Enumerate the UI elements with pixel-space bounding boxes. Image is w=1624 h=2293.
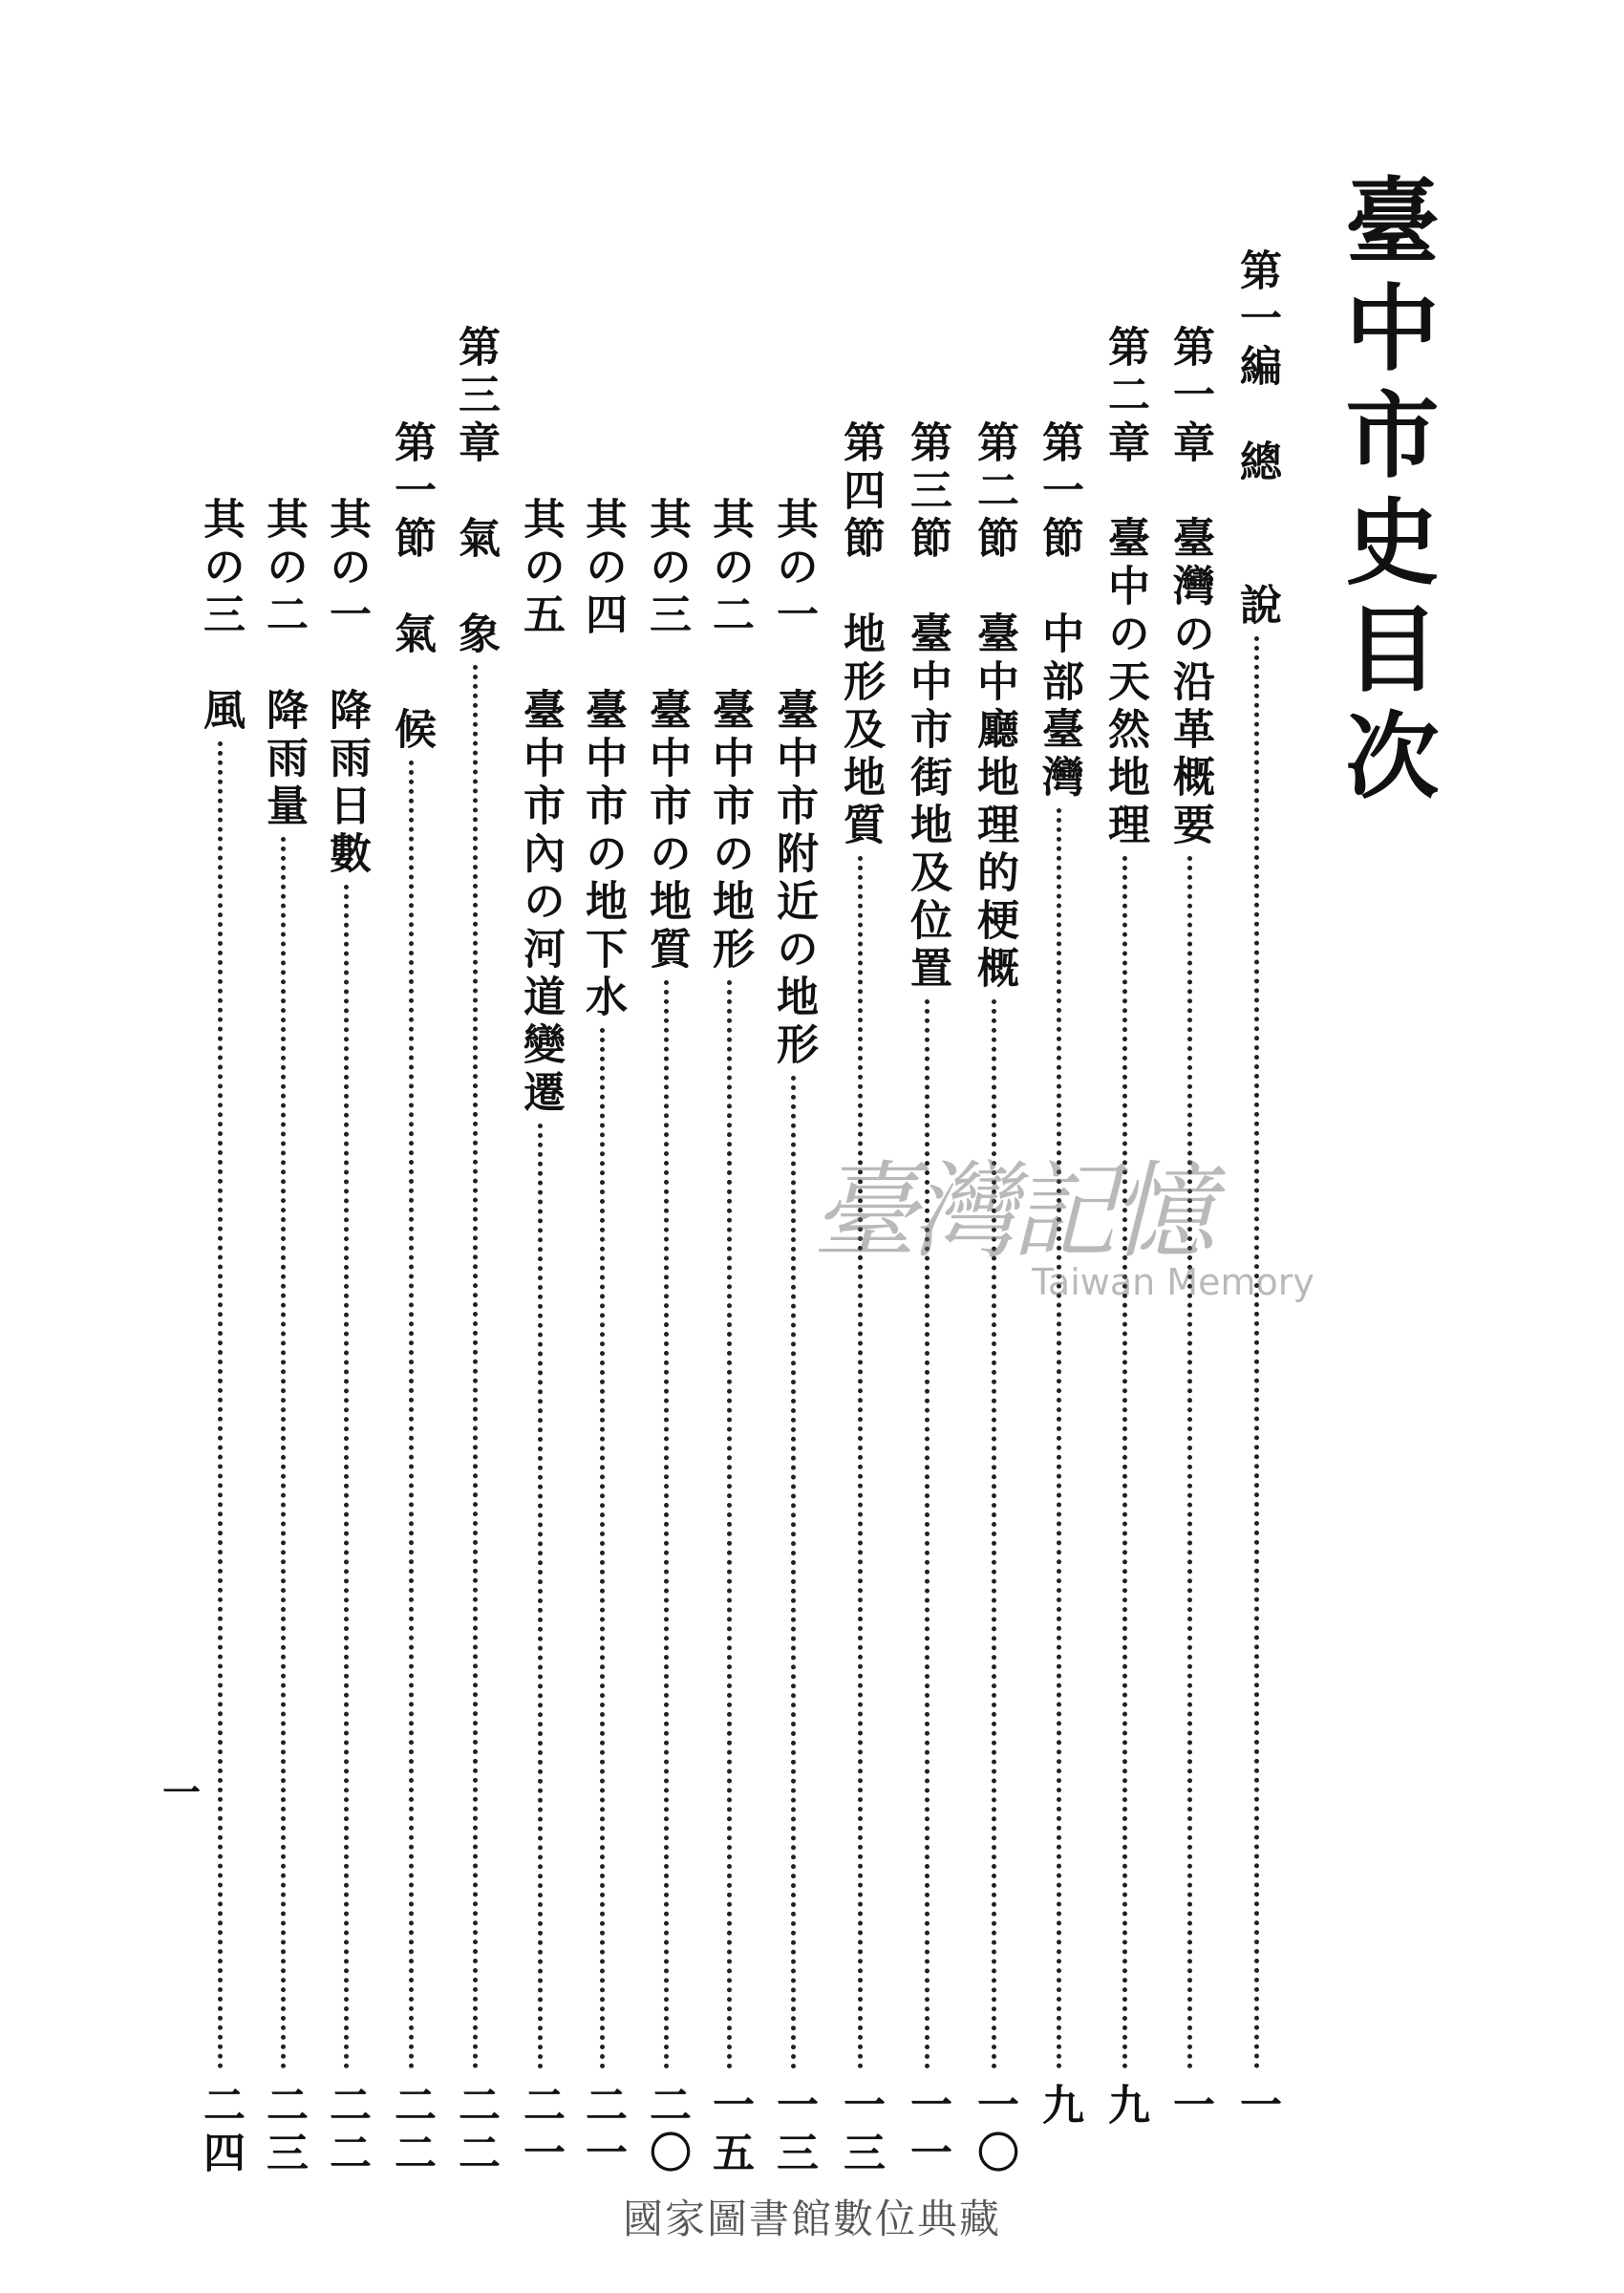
leader-dots: [1187, 856, 1192, 2069]
toc-entry-page: 二一: [578, 2083, 627, 2178]
toc-entry-label: 第一節 中部臺灣: [1035, 420, 1083, 803]
toc-entry-page: 一五: [705, 2083, 754, 2178]
toc-entry-page: 二四: [196, 2083, 245, 2178]
leader-dots: [473, 665, 478, 2069]
toc-entry-page: 一: [1232, 2083, 1281, 2131]
toc-entry-page: 一三: [769, 2083, 818, 2178]
watermark-cjk: 臺灣記憶: [812, 1150, 1209, 1273]
toc-entry-page: 九: [1100, 2083, 1149, 2131]
toc-entry-label: 第一章 臺灣の沿革概要: [1165, 325, 1214, 850]
toc-entry-page: 二二: [387, 2083, 436, 2178]
leader-dots: [409, 761, 414, 2069]
footer-credit: 國家圖書館數位典藏: [622, 2196, 1001, 2242]
toc-entry-label: 第一節 氣 候: [387, 420, 436, 755]
leader-dots: [858, 856, 863, 2069]
leader-dots: [344, 885, 349, 2069]
watermark: [793, 1127, 1328, 1318]
toc-entry-label: 其の一 臺中市附近の地形: [769, 497, 818, 1070]
page-folio: 一: [162, 1770, 201, 1815]
toc-entry-label: 其の四 臺中市の地下水: [578, 497, 627, 1022]
toc-entry-label: 第二節 臺中廳地理的梗概: [970, 420, 1018, 994]
toc-entry-page: 一〇: [970, 2083, 1018, 2178]
toc-entry-page: 一一: [903, 2083, 951, 2178]
toc-entry-label: 其の五 臺中市內の河道變遷: [516, 497, 565, 1118]
toc-entry-label: 其の二 臺中市の地形: [705, 497, 754, 975]
toc-entry-label: 其の三 臺中市の地質: [642, 497, 691, 975]
leader-dots: [1057, 808, 1061, 2069]
toc-entry-label: 第三章 氣 象: [451, 325, 500, 659]
toc-entry-label: 第二章 臺中の天然地理: [1100, 325, 1149, 850]
leader-dots: [600, 1028, 605, 2069]
toc-entry-label: 第四節 地形及地質: [836, 420, 885, 850]
toc-entry-label: 第三節 臺中市街地及位置: [903, 420, 951, 994]
toc-entry-label: 其の三 風: [196, 497, 245, 736]
toc-entry-page: 九: [1035, 2083, 1083, 2131]
page-title: 臺中市史目次: [1330, 172, 1440, 814]
leader-dots: [1254, 636, 1259, 2069]
leader-dots: [664, 980, 669, 2069]
toc-entry-page: 二三: [259, 2083, 308, 2178]
leader-dots: [281, 837, 286, 2069]
watermark-en: Taiwan Memory: [1032, 1261, 1314, 1303]
toc-entry-page: 二〇: [642, 2083, 691, 2178]
leader-dots: [538, 1124, 543, 2069]
leader-dots: [218, 741, 223, 2069]
toc-entry-page: 一三: [836, 2083, 885, 2178]
toc-entry-label: 第一編 總 說: [1232, 248, 1281, 631]
toc-entry-label: 其の二 降雨量: [259, 497, 308, 831]
leader-dots: [1122, 856, 1127, 2069]
toc-entry-page: 一: [1165, 2083, 1214, 2131]
toc-entry-label: 其の一 降雨日數: [322, 497, 371, 879]
leader-dots: [727, 980, 732, 2069]
toc-entry-page: 二一: [516, 2083, 565, 2178]
toc-entry-page: 二二: [322, 2083, 371, 2178]
toc-entry-page: 二二: [451, 2083, 500, 2178]
